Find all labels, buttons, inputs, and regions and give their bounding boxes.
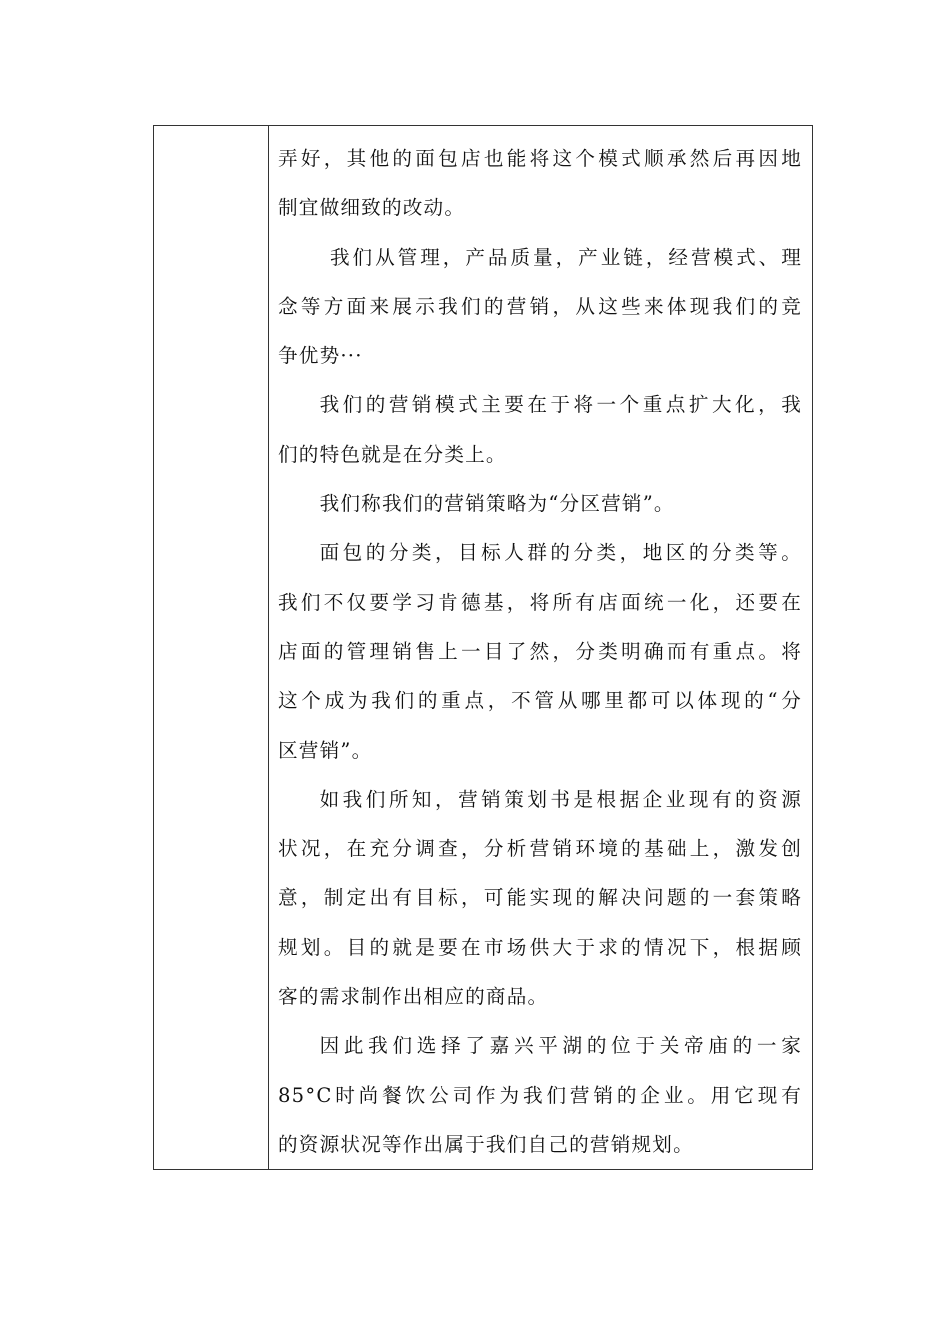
paragraph-5 <box>278 528 802 774</box>
paragraph-2 <box>278 233 802 381</box>
paragraph-7-line-1: 因此我们选择了嘉兴平湖的位于关帝庙的一家 <box>319 1034 802 1058</box>
paragraph-2-line-2: 念等方面来展示我们的营销，从这些来体现我们的竞 <box>278 294 802 318</box>
paragraph-4 <box>278 479 802 528</box>
paragraph-7-line-3: 的资源状况等作出属于我们自己的营销规划。 <box>278 1132 694 1156</box>
paragraph-6-line-2: 状况，在充分调查，分析营销环境的基础上，激发创 <box>278 837 802 861</box>
paragraph-4-line-1: 我们称我们的营销策略为“分区营销”。 <box>319 492 675 516</box>
paragraph-2-line-3: 争优势··· <box>278 344 363 368</box>
paragraph-6-line-5: 客的需求制作出相应的商品。 <box>278 985 549 1009</box>
document-table <box>153 125 813 1170</box>
paragraph-5-line-1: 面包的分类，目标人群的分类，地区的分类等。 <box>319 541 802 565</box>
paragraph-5-line-5: 区营销”。 <box>278 738 373 762</box>
paragraph-3-line-2: 们的特色就是在分类上。 <box>278 442 507 466</box>
paragraph-1-line-1: 弄好，其他的面包店也能将这个模式顺承然后再因地 <box>278 147 802 170</box>
paragraph-5-line-4: 这个成为我们的重点，不管从哪里都可以体现的“分 <box>278 689 802 713</box>
paragraph-3-line-1: 我们的营销模式主要在于将一个重点扩大化，我 <box>319 393 802 417</box>
paragraph-6-line-4: 规划。目的就是要在市场供大于求的情况下，根据顾 <box>278 935 802 959</box>
paragraph-5-line-3: 店面的管理销售上一目了然，分类明确而有重点。将 <box>278 639 802 663</box>
paragraph-5-line-2: 我们不仅要学习肯德基，将所有店面统一化，还要在 <box>278 590 802 614</box>
paragraph-1 <box>278 134 802 233</box>
table-left-cell <box>154 126 269 1169</box>
paragraph-7 <box>278 1021 802 1169</box>
paragraph-3 <box>278 380 802 479</box>
table-content-cell <box>269 126 812 1169</box>
paragraph-6-line-1: 如我们所知，营销策划书是根据企业现有的资源 <box>319 787 802 811</box>
paragraph-7-line-2: 85°C时尚餐饮公司作为我们营销的企业。用它现有 <box>278 1083 802 1107</box>
paragraph-1-line-2: 制宜做细致的改动。 <box>278 196 466 220</box>
paragraph-6-line-3: 意，制定出有目标，可能实现的解决问题的一套策略 <box>278 886 802 910</box>
paragraph-2-line-1: 我们从管理，产品质量，产业链，经营模式、理 <box>330 245 802 269</box>
paragraph-6 <box>278 775 802 1021</box>
